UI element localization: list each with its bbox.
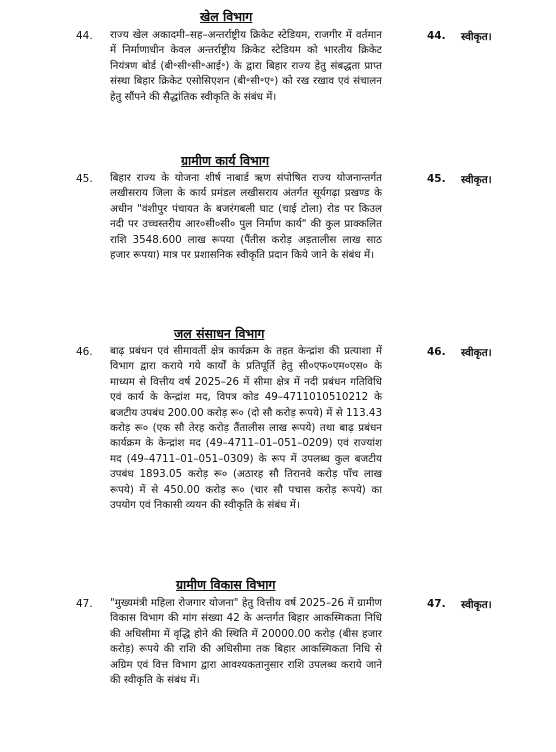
decision-number-45: 45. bbox=[427, 173, 446, 185]
item-text-47-content: "मुख्यमंत्री महिला रोजगार योजना" हेतु वित्तीय वर्ष 2025–26 में ग्रामीण विकास विभाग की मांग संख्या 42 के अन्तर्गत बिहार आकस्मिकता निधि की अधिसीमा में वृद्धि होने की स्थिति में 20000.00 करोड़ (बीस हजार करोड़) रूपये की राशि की अधिसीमा तक बिहार आकस्मिकता निधि से अग्रिम एवं वित्त विभाग द्वारा आवश्यकतानुसार राशि उपलब्ध कराये जाने की स्वीकृति के संबंध में। bbox=[110, 597, 382, 687]
item-text-44-content: राज्य खेल अकादमी–सह–अन्तर्राष्ट्रीय क्रिकेट स्टेडियम, राजगीर में वर्तमान में निर्माणाधीन केवल अन्तर्राष्ट्रीय क्रिकेट स्टेडियम को भारतीय क्रिकेट नियंत्रण बोर्ड (बी॰सी॰सी॰आई॰) के द्वारा बिहार राज्य हेतु संबद्धता प्राप्त संस्था बिहार क्रिकेट एसोसिएशन (बी॰सी॰ए॰) को रख रखाव एवं संचालन हेतु सौंपने की सैद्धांतिक स्वीकृति के संबंध में। bbox=[110, 29, 382, 103]
item-text-46-content: बाढ़ प्रबंधन एवं सीमावर्ती क्षेत्र कार्यक्रम के तहत केन्द्रांश की प्रत्याशा में विभाग द्वारा कराये गये कार्यों के प्रतिपूर्ति हेतु सी०एफ०एम०एस० के माध्यम से वित्तीय वर्ष 2025–26 में सीमा क्षेत्र में नदी प्रबंधन गतिविधि एवं कार्य के केन्द्रांश मद, विपत्र कोड 49–4711010510212 के बजटीय उपबंध 200.00 करोड़ रू० (दो सौ करोड़ रूपये) में से 113.43 करोड़ रू० (एक सौ तेरह करोड़ तैंतालीस लाख रूपये) तथा बाढ़ प्रबंधन कार्यक्रम के केन्द्रांश मद (49–4711–01–051–0209) एवं राज्यांश मद (49–4711–01–051–0309) के रूप में उपलब्ध कुल बजटीय उपबंध 1893.05 करोड़ रू० (अठारह सौ तिरानवे करोड़ पाँच लाख रूपये) में से 450.00 करोड़ रू० (चार सौ पचास करोड़ रूपये) का उपयोग एवं निकासी व्ययन की स्वीकृति के संबंध में। bbox=[110, 345, 382, 512]
section-heading-rural-development: ग्रामीण विकास विभाग bbox=[176, 577, 276, 592]
item-number-45: 45. bbox=[76, 173, 93, 185]
section-heading-rural-works: ग्रामीण कार्य विभाग bbox=[181, 153, 270, 168]
decision-number-46: 46. bbox=[427, 346, 446, 358]
section-heading-sports: खेल विभाग bbox=[200, 9, 253, 24]
item-number-44: 44. bbox=[76, 30, 93, 42]
item-text-47 bbox=[110, 596, 382, 688]
item-text-46 bbox=[110, 344, 382, 513]
item-number-46: 46. bbox=[76, 346, 93, 358]
section-heading-water-resources: जल संसाधन विभाग bbox=[174, 326, 265, 341]
item-text-44 bbox=[110, 28, 382, 105]
item-text-45-content: बिहार राज्य के योजना शीर्ष नाबार्ड ऋण संपोषित राज्य योजनान्तर्गत लखीसराय जिला के कार्य प्रमंडल लखीसराय अंतर्गत सूर्यगढ़ा प्रखण्ड के अधीन "वंशीपुर पंचायत के बजरंगबली घाट (चाई टोला) रोड पर किउल नदी पर उच्चस्तरीय आर०सी०सी० पुल निर्माण कार्य" की कुल प्राक्कलित राशि 3548.600 लाख रूपया (पैंतीस करोड़ अड़तालीस लाख साठ हजार रूपया) मात्र पर प्रशासनिक स्वीकृति प्रदान किये जाने के संबंध में। bbox=[110, 172, 382, 262]
decision-status-45: स्वीकृत। bbox=[461, 174, 492, 186]
item-number-47: 47. bbox=[76, 598, 93, 610]
item-text-45 bbox=[110, 171, 382, 263]
decision-status-46: स्वीकृत। bbox=[461, 347, 492, 359]
decision-status-44: स्वीकृत। bbox=[461, 31, 492, 43]
decision-number-47: 47. bbox=[427, 598, 446, 610]
decision-status-47: स्वीकृत। bbox=[461, 599, 492, 611]
decision-number-44: 44. bbox=[427, 30, 446, 42]
